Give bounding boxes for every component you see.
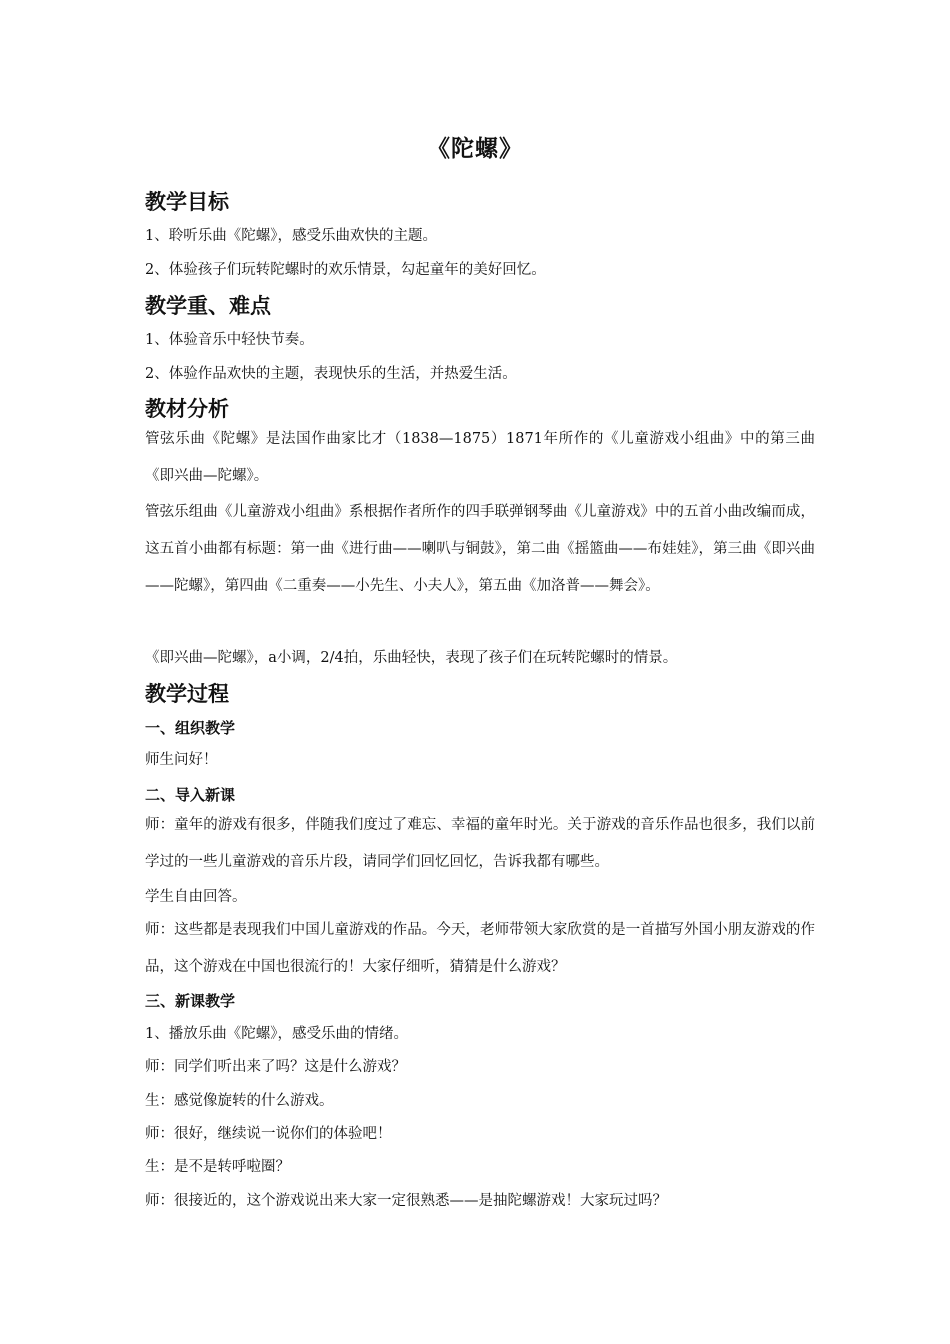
new-lesson-line-2: 师：同学们听出来了吗？这是什么游戏？ <box>145 1059 406 1075</box>
subheading-organize-teaching: 一、组织教学 <box>145 719 236 737</box>
new-lesson-line-6: 师：很接近的，这个游戏说出来大家一定很熟悉——是抽陀螺游戏！大家玩过吗？ <box>145 1193 667 1209</box>
introduce-lesson-paragraph-2: 学生自由回答。 <box>145 889 247 905</box>
new-lesson-line-5: 生：是不是转呼啦圈？ <box>145 1159 290 1175</box>
section-heading-objectives: 教学目标 <box>145 190 229 214</box>
section-heading-key-points: 教学重、难点 <box>145 294 271 318</box>
subheading-introduce-lesson: 二、导入新课 <box>145 786 236 804</box>
new-lesson-line-3: 生：感觉像旋转的什么游戏。 <box>145 1093 334 1109</box>
material-analysis-paragraph-1: 管弦乐曲《陀螺》是法国作曲家比才（1838—1875）1871年所作的《儿童游戏小组曲》中的第三曲《即兴曲—陀螺》。 <box>145 431 815 484</box>
document-title: 《陀螺》 <box>427 136 523 162</box>
objectives-item-2: 2、体验孩子们玩转陀螺时的欢乐情景，勾起童年的美好回忆。 <box>145 262 546 278</box>
subheading-new-lesson: 三、新课教学 <box>145 992 236 1010</box>
organize-teaching-text: 师生问好！ <box>145 752 218 768</box>
section-heading-material-analysis: 教材分析 <box>145 397 229 421</box>
introduce-lesson-paragraph-1: 师：童年的游戏有很多，伴随我们度过了难忘、幸福的童年时光。关于游戏的音乐作品也很多，我们以前学过的一些儿童游戏的音乐片段，请同学们回忆回忆，告诉我都有哪些。 <box>145 817 815 870</box>
new-lesson-line-1: 1、播放乐曲《陀螺》，感受乐曲的情绪。 <box>145 1026 408 1042</box>
new-lesson-line-4: 师：很好，继续说一说你们的体验吧！ <box>145 1126 392 1142</box>
key-points-item-2: 2、体验作品欢快的主题，表现快乐的生活，并热爱生活。 <box>145 366 517 382</box>
key-points-item-1: 1、体验音乐中轻快节奏。 <box>145 332 314 348</box>
material-analysis-paragraph-2: 管弦乐组曲《儿童游戏小组曲》系根据作者所作的四手联弹钢琴曲《儿童游戏》中的五首小曲改编而成，这五首小曲都有标题：第一曲《进行曲——喇叭与铜鼓》，第二曲《摇篮曲——布娃娃》，第三曲《即兴曲——陀螺》，第四曲《二重奏——小先生、小夫人》，第五曲《加洛普——舞会》。 <box>145 504 815 594</box>
introduce-lesson-paragraph-3: 师：这些都是表现我们中国儿童游戏的作品。今天，老师带领大家欣赏的是一首描写外国小朋友游戏的作品，这个游戏在中国也很流行的！大家仔细听，猜猜是什么游戏？ <box>145 922 815 975</box>
section-heading-teaching-process: 教学过程 <box>145 682 229 706</box>
material-analysis-paragraph-3: 《即兴曲—陀螺》，a小调，2/4拍，乐曲轻快，表现了孩子们在玩转陀螺时的情景。 <box>145 650 678 666</box>
objectives-item-1: 1、聆听乐曲《陀螺》，感受乐曲欢快的主题。 <box>145 228 437 244</box>
